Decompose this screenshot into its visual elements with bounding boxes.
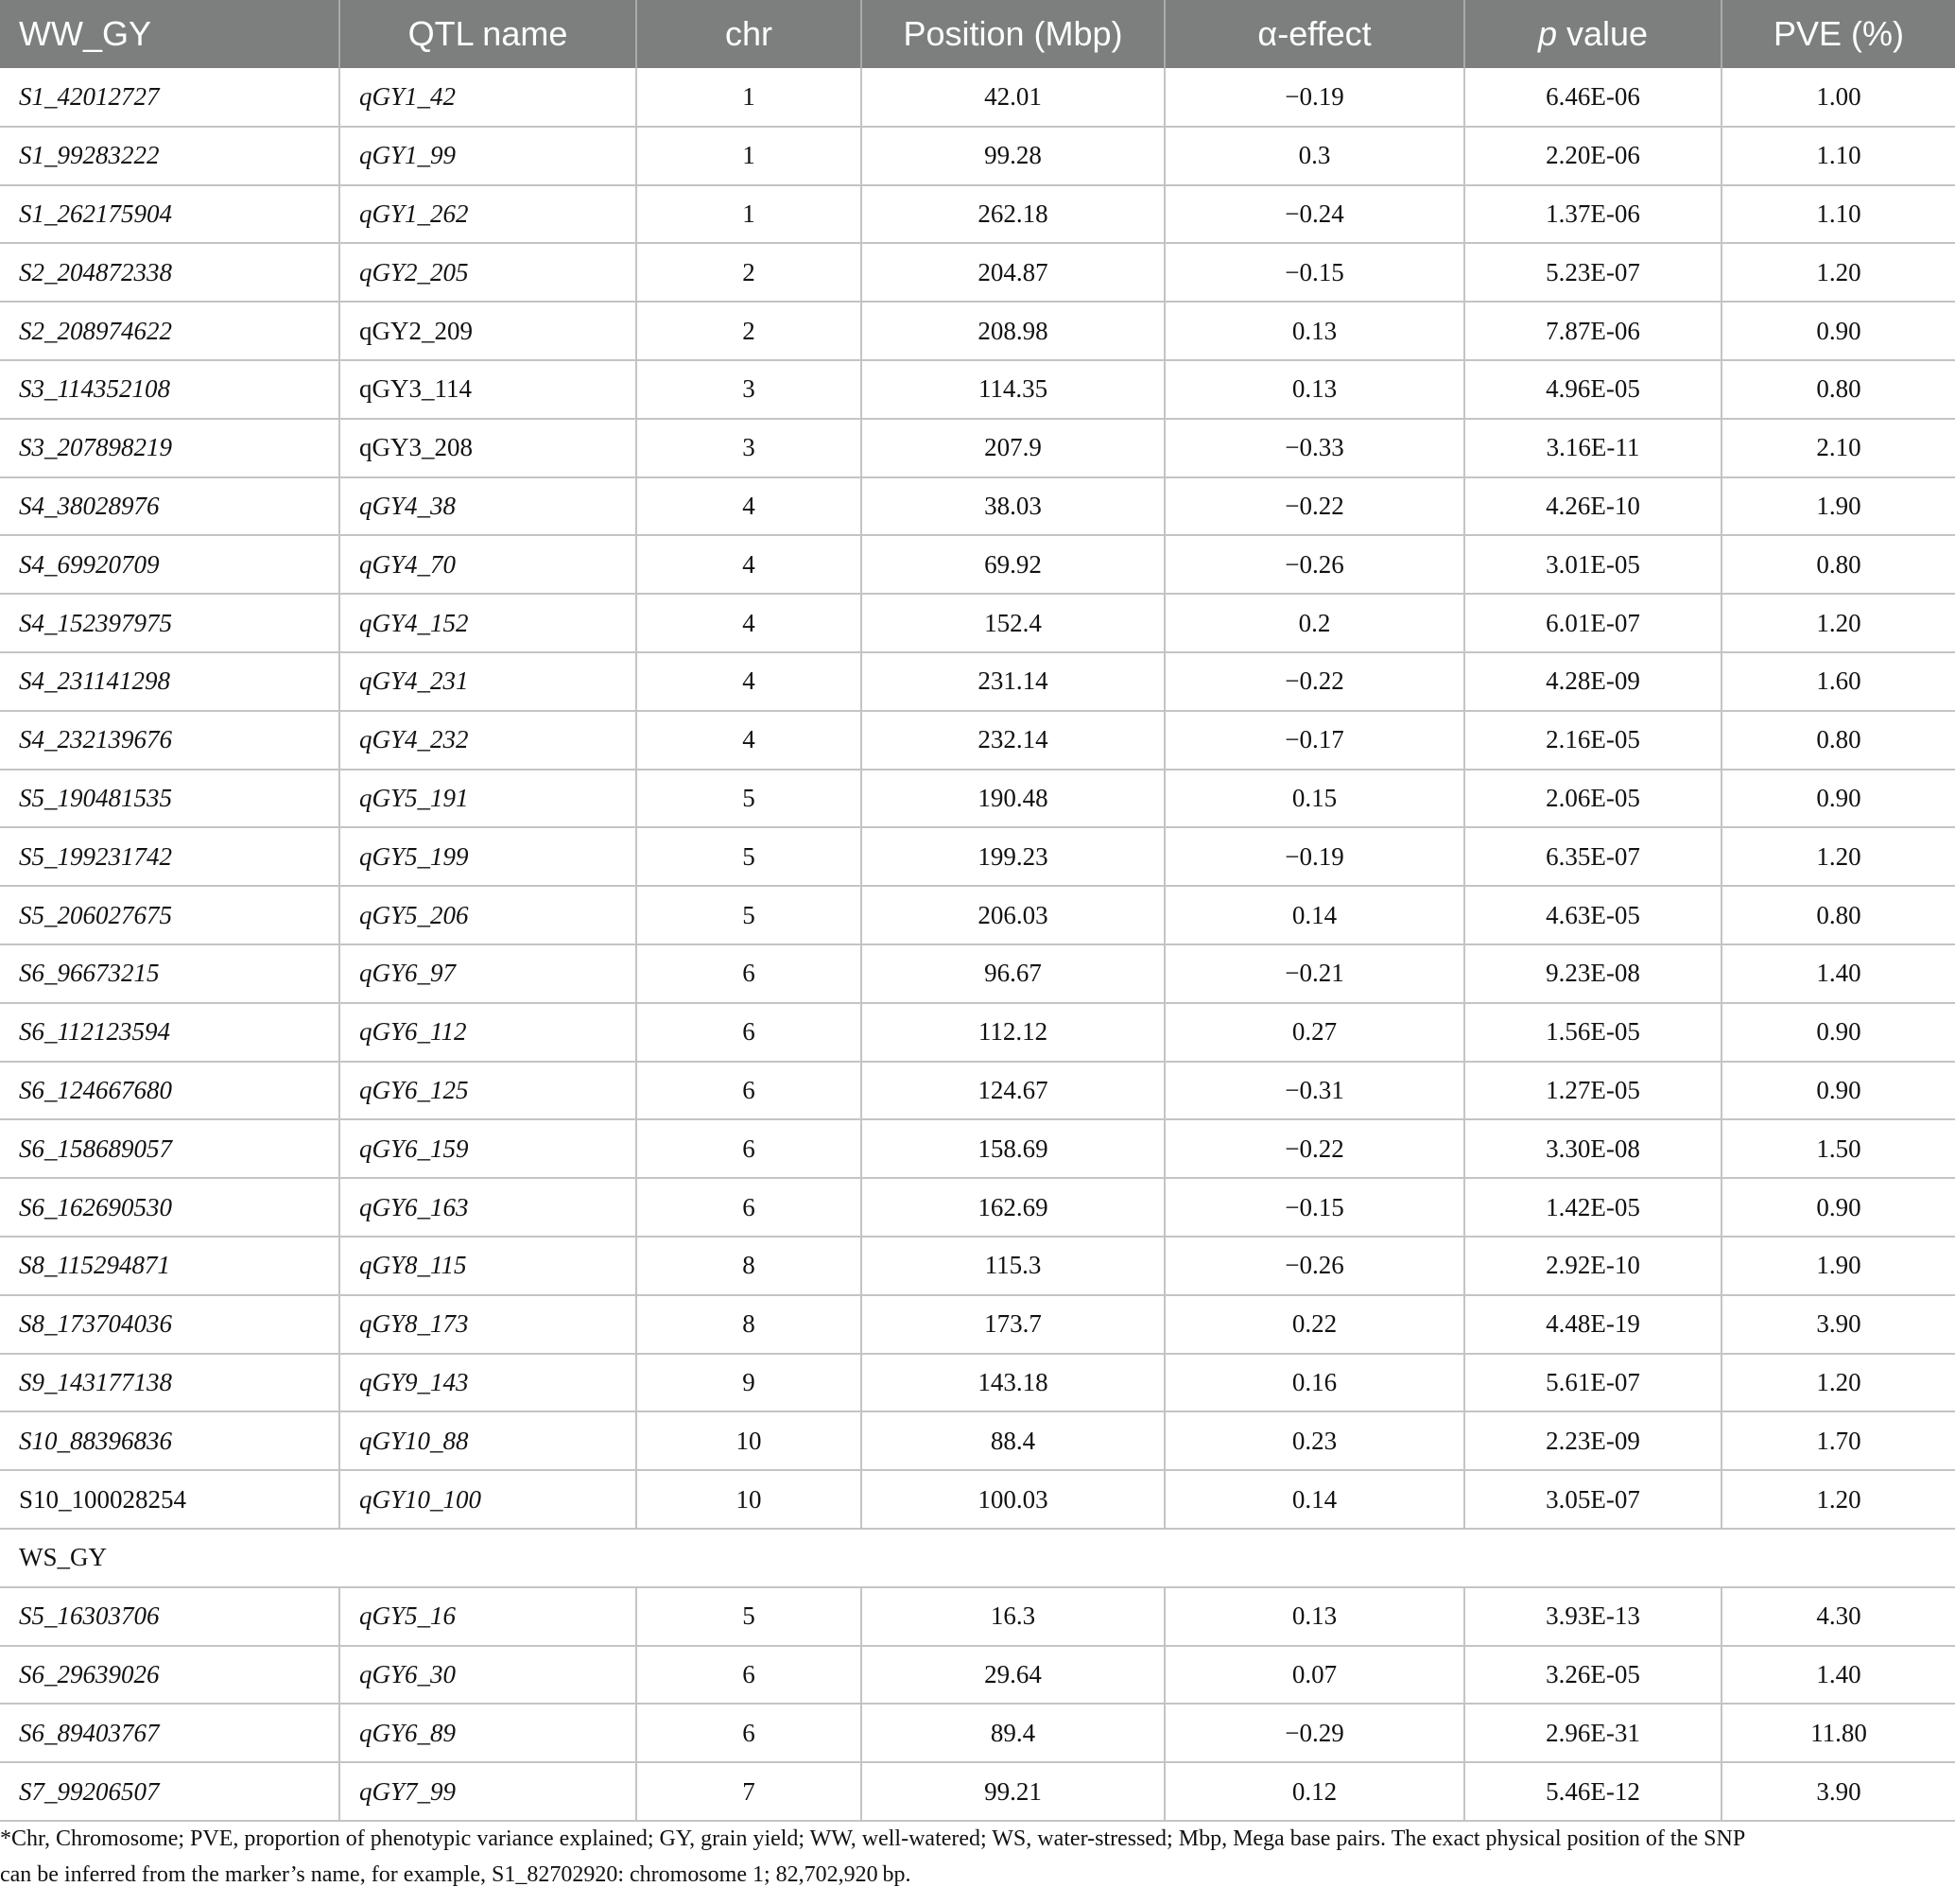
p-value-cell: 2.16E-05 xyxy=(1464,711,1721,770)
marker-cell: S8_115294871 xyxy=(0,1237,339,1295)
table-row xyxy=(0,827,1955,886)
header-pve: PVE (%) xyxy=(1721,0,1955,68)
marker-cell: S4_231141298 xyxy=(0,652,339,711)
header-marker: WW_GY xyxy=(0,0,339,68)
qtl-name-cell: qGY7_99 xyxy=(339,1762,636,1821)
qtl-name-cell: qGY2_205 xyxy=(339,243,636,302)
position-cell: 208.98 xyxy=(861,302,1165,360)
marker-cell: S5_206027675 xyxy=(0,886,339,944)
table-row xyxy=(0,711,1955,770)
qtl-name-cell: qGY3_114 xyxy=(339,360,636,419)
pve-cell: 0.80 xyxy=(1721,535,1955,594)
header-alpha-effect: α-effect xyxy=(1165,0,1464,68)
p-value-cell: 7.87E-06 xyxy=(1464,302,1721,360)
table-row xyxy=(0,1646,1955,1705)
qtl-name-cell: qGY6_125 xyxy=(339,1062,636,1120)
qtl-name-cell: qGY6_163 xyxy=(339,1178,636,1237)
table-row xyxy=(0,185,1955,244)
pve-cell: 1.10 xyxy=(1721,185,1955,244)
qtl-name-cell: qGY6_97 xyxy=(339,944,636,1003)
table-row xyxy=(0,1062,1955,1120)
marker-cell: S2_208974622 xyxy=(0,302,339,360)
qtl-name-cell: qGY1_262 xyxy=(339,185,636,244)
pve-cell: 0.90 xyxy=(1721,1178,1955,1237)
chr-cell: 1 xyxy=(636,185,861,244)
pve-cell: 4.30 xyxy=(1721,1587,1955,1646)
header-qtl-name: QTL name xyxy=(339,0,636,68)
position-cell: 42.01 xyxy=(861,68,1165,127)
chr-cell: 4 xyxy=(636,477,861,536)
p-value-cell: 9.23E-08 xyxy=(1464,944,1721,1003)
marker-cell: S1_42012727 xyxy=(0,68,339,127)
marker-cell: S10_88396836 xyxy=(0,1411,339,1470)
position-cell: 38.03 xyxy=(861,477,1165,536)
chr-cell: 2 xyxy=(636,243,861,302)
effect-cell: 0.27 xyxy=(1165,1003,1464,1062)
position-cell: 99.21 xyxy=(861,1762,1165,1821)
effect-cell: 0.13 xyxy=(1165,360,1464,419)
chr-cell: 1 xyxy=(636,68,861,127)
header-p-symbol: p xyxy=(1537,14,1557,53)
marker-cell: S8_173704036 xyxy=(0,1295,339,1354)
p-value-cell: 2.92E-10 xyxy=(1464,1237,1721,1295)
effect-cell: −0.31 xyxy=(1165,1062,1464,1120)
effect-cell: −0.21 xyxy=(1165,944,1464,1003)
marker-cell: S6_96673215 xyxy=(0,944,339,1003)
chr-cell: 6 xyxy=(636,1646,861,1705)
position-cell: 199.23 xyxy=(861,827,1165,886)
effect-cell: −0.33 xyxy=(1165,419,1464,477)
pve-cell: 2.10 xyxy=(1721,419,1955,477)
chr-cell: 6 xyxy=(636,944,861,1003)
position-cell: 29.64 xyxy=(861,1646,1165,1705)
pve-cell: 0.90 xyxy=(1721,1062,1955,1120)
p-value-cell: 5.23E-07 xyxy=(1464,243,1721,302)
marker-cell: S4_38028976 xyxy=(0,477,339,536)
p-value-cell: 3.30E-08 xyxy=(1464,1119,1721,1178)
pve-cell: 0.90 xyxy=(1721,302,1955,360)
effect-cell: −0.15 xyxy=(1165,1178,1464,1237)
qtl-name-cell: qGY4_152 xyxy=(339,594,636,652)
chr-cell: 6 xyxy=(636,1704,861,1762)
table-row xyxy=(0,1411,1955,1470)
position-cell: 89.4 xyxy=(861,1704,1165,1762)
pve-cell: 11.80 xyxy=(1721,1704,1955,1762)
marker-cell: S7_99206507 xyxy=(0,1762,339,1821)
qtl-name-cell: qGY4_70 xyxy=(339,535,636,594)
chr-cell: 6 xyxy=(636,1178,861,1237)
effect-cell: 0.2 xyxy=(1165,594,1464,652)
position-cell: 206.03 xyxy=(861,886,1165,944)
table-row xyxy=(0,886,1955,944)
table-row xyxy=(0,477,1955,536)
position-cell: 207.9 xyxy=(861,419,1165,477)
pve-cell: 1.90 xyxy=(1721,1237,1955,1295)
qtl-name-cell: qGY3_208 xyxy=(339,419,636,477)
position-cell: 173.7 xyxy=(861,1295,1165,1354)
marker-cell: S4_152397975 xyxy=(0,594,339,652)
chr-cell: 7 xyxy=(636,1762,861,1821)
pve-cell: 0.80 xyxy=(1721,360,1955,419)
section-label-ws-gy: WS_GY xyxy=(0,1529,1955,1587)
table-row xyxy=(0,535,1955,594)
p-value-cell: 1.27E-05 xyxy=(1464,1062,1721,1120)
table-row xyxy=(0,243,1955,302)
pve-cell: 0.90 xyxy=(1721,1003,1955,1062)
marker-cell: S1_99283222 xyxy=(0,127,339,185)
position-cell: 88.4 xyxy=(861,1411,1165,1470)
chr-cell: 6 xyxy=(636,1062,861,1120)
chr-cell: 8 xyxy=(636,1237,861,1295)
marker-cell: S5_16303706 xyxy=(0,1587,339,1646)
qtl-name-cell: qGY10_100 xyxy=(339,1470,636,1529)
position-cell: 100.03 xyxy=(861,1470,1165,1529)
p-value-cell: 1.42E-05 xyxy=(1464,1178,1721,1237)
marker-cell: S5_190481535 xyxy=(0,770,339,828)
section-row-ws-gy xyxy=(0,1529,1955,1587)
qtl-name-cell: qGY1_42 xyxy=(339,68,636,127)
effect-cell: 0.3 xyxy=(1165,127,1464,185)
position-cell: 99.28 xyxy=(861,127,1165,185)
table-body xyxy=(0,68,1955,1821)
qtl-name-cell: qGY5_191 xyxy=(339,770,636,828)
p-value-cell: 2.06E-05 xyxy=(1464,770,1721,828)
effect-cell: 0.22 xyxy=(1165,1295,1464,1354)
qtl-name-cell: qGY4_231 xyxy=(339,652,636,711)
effect-cell: 0.14 xyxy=(1165,1470,1464,1529)
effect-cell: −0.22 xyxy=(1165,477,1464,536)
marker-cell: S5_199231742 xyxy=(0,827,339,886)
table-row xyxy=(0,1762,1955,1821)
marker-cell: S6_158689057 xyxy=(0,1119,339,1178)
header-row xyxy=(0,0,1955,68)
p-value-cell: 3.05E-07 xyxy=(1464,1470,1721,1529)
effect-cell: −0.22 xyxy=(1165,652,1464,711)
pve-cell: 1.40 xyxy=(1721,1646,1955,1705)
p-value-cell: 4.63E-05 xyxy=(1464,886,1721,944)
marker-cell: S6_112123594 xyxy=(0,1003,339,1062)
table-row xyxy=(0,1178,1955,1237)
table-header xyxy=(0,0,1955,68)
marker-cell: S2_204872338 xyxy=(0,243,339,302)
effect-cell: −0.17 xyxy=(1165,711,1464,770)
position-cell: 152.4 xyxy=(861,594,1165,652)
position-cell: 158.69 xyxy=(861,1119,1165,1178)
position-cell: 16.3 xyxy=(861,1587,1165,1646)
qtl-name-cell: qGY4_232 xyxy=(339,711,636,770)
qtl-name-cell: qGY8_173 xyxy=(339,1295,636,1354)
qtl-name-cell: qGY5_16 xyxy=(339,1587,636,1646)
qtl-name-cell: qGY5_206 xyxy=(339,886,636,944)
position-cell: 115.3 xyxy=(861,1237,1165,1295)
effect-cell: 0.23 xyxy=(1165,1411,1464,1470)
effect-cell: −0.22 xyxy=(1165,1119,1464,1178)
p-value-cell: 3.01E-05 xyxy=(1464,535,1721,594)
position-cell: 143.18 xyxy=(861,1354,1165,1412)
p-value-cell: 6.35E-07 xyxy=(1464,827,1721,886)
effect-cell: −0.29 xyxy=(1165,1704,1464,1762)
effect-cell: 0.13 xyxy=(1165,1587,1464,1646)
footnote-line-1: *Chr, Chromosome; PVE, proportion of phenotypic variance explained; GY, grain yield; WW, well-watered; WS, water-stressed; Mbp, Mega base pairs. The exact physical position of the SNP xyxy=(0,1826,1746,1851)
position-cell: 124.67 xyxy=(861,1062,1165,1120)
position-cell: 204.87 xyxy=(861,243,1165,302)
table-row xyxy=(0,770,1955,828)
p-value-cell: 4.26E-10 xyxy=(1464,477,1721,536)
table-row xyxy=(0,1587,1955,1646)
pve-cell: 1.90 xyxy=(1721,477,1955,536)
position-cell: 262.18 xyxy=(861,185,1165,244)
p-value-cell: 2.23E-09 xyxy=(1464,1411,1721,1470)
header-p-value-word: value xyxy=(1556,14,1649,53)
pve-cell: 1.50 xyxy=(1721,1119,1955,1178)
table-row xyxy=(0,1003,1955,1062)
header-position: Position (Mbp) xyxy=(861,0,1165,68)
table-row xyxy=(0,652,1955,711)
qtl-name-cell: qGY1_99 xyxy=(339,127,636,185)
qtl-name-cell: qGY8_115 xyxy=(339,1237,636,1295)
pve-cell: 0.80 xyxy=(1721,886,1955,944)
table-row xyxy=(0,127,1955,185)
table-row xyxy=(0,594,1955,652)
p-value-cell: 2.20E-06 xyxy=(1464,127,1721,185)
p-value-cell: 4.48E-19 xyxy=(1464,1295,1721,1354)
pve-cell: 3.90 xyxy=(1721,1295,1955,1354)
marker-cell: S9_143177138 xyxy=(0,1354,339,1412)
position-cell: 231.14 xyxy=(861,652,1165,711)
header-p-value xyxy=(1464,0,1721,68)
effect-cell: 0.15 xyxy=(1165,770,1464,828)
table-row xyxy=(0,1704,1955,1762)
marker-cell: S6_162690530 xyxy=(0,1178,339,1237)
qtl-name-cell: qGY10_88 xyxy=(339,1411,636,1470)
pve-cell: 1.20 xyxy=(1721,1354,1955,1412)
table-row xyxy=(0,68,1955,127)
p-value-cell: 6.46E-06 xyxy=(1464,68,1721,127)
effect-cell: −0.19 xyxy=(1165,68,1464,127)
marker-cell: S6_29639026 xyxy=(0,1646,339,1705)
chr-cell: 8 xyxy=(636,1295,861,1354)
p-value-cell: 2.96E-31 xyxy=(1464,1704,1721,1762)
marker-cell: S10_100028254 xyxy=(0,1470,339,1529)
chr-cell: 6 xyxy=(636,1119,861,1178)
qtl-name-cell: qGY5_199 xyxy=(339,827,636,886)
position-cell: 232.14 xyxy=(861,711,1165,770)
pve-cell: 1.20 xyxy=(1721,827,1955,886)
qtl-name-cell: qGY2_209 xyxy=(339,302,636,360)
effect-cell: −0.26 xyxy=(1165,535,1464,594)
pve-cell: 1.70 xyxy=(1721,1411,1955,1470)
position-cell: 96.67 xyxy=(861,944,1165,1003)
table-row xyxy=(0,1295,1955,1354)
p-value-cell: 4.28E-09 xyxy=(1464,652,1721,711)
marker-cell: S6_124667680 xyxy=(0,1062,339,1120)
p-value-cell: 4.96E-05 xyxy=(1464,360,1721,419)
chr-cell: 10 xyxy=(636,1470,861,1529)
qtl-name-cell: qGY6_159 xyxy=(339,1119,636,1178)
pve-cell: 0.80 xyxy=(1721,711,1955,770)
chr-cell: 3 xyxy=(636,360,861,419)
effect-cell: −0.24 xyxy=(1165,185,1464,244)
table-row xyxy=(0,944,1955,1003)
effect-cell: −0.19 xyxy=(1165,827,1464,886)
p-value-cell: 6.01E-07 xyxy=(1464,594,1721,652)
p-value-cell: 1.56E-05 xyxy=(1464,1003,1721,1062)
table-row xyxy=(0,360,1955,419)
marker-cell: S4_69920709 xyxy=(0,535,339,594)
effect-cell: −0.15 xyxy=(1165,243,1464,302)
qtl-name-cell: qGY6_30 xyxy=(339,1646,636,1705)
table-row xyxy=(0,419,1955,477)
position-cell: 190.48 xyxy=(861,770,1165,828)
pve-cell: 1.40 xyxy=(1721,944,1955,1003)
chr-cell: 10 xyxy=(636,1411,861,1470)
table-row xyxy=(0,1354,1955,1412)
qtl-name-cell: qGY9_143 xyxy=(339,1354,636,1412)
position-cell: 162.69 xyxy=(861,1178,1165,1237)
table-row xyxy=(0,302,1955,360)
pve-cell: 1.20 xyxy=(1721,594,1955,652)
marker-cell: S6_89403767 xyxy=(0,1704,339,1762)
position-cell: 112.12 xyxy=(861,1003,1165,1062)
qtl-name-cell: qGY6_112 xyxy=(339,1003,636,1062)
marker-cell: S3_207898219 xyxy=(0,419,339,477)
effect-cell: −0.26 xyxy=(1165,1237,1464,1295)
chr-cell: 4 xyxy=(636,535,861,594)
header-chr: chr xyxy=(636,0,861,68)
effect-cell: 0.12 xyxy=(1165,1762,1464,1821)
pve-cell: 0.90 xyxy=(1721,770,1955,828)
marker-cell: S3_114352108 xyxy=(0,360,339,419)
chr-cell: 6 xyxy=(636,1003,861,1062)
p-value-cell: 5.61E-07 xyxy=(1464,1354,1721,1412)
pve-cell: 1.60 xyxy=(1721,652,1955,711)
pve-cell: 3.90 xyxy=(1721,1762,1955,1821)
p-value-cell: 1.37E-06 xyxy=(1464,185,1721,244)
table-footnote xyxy=(0,1821,1938,1893)
chr-cell: 5 xyxy=(636,827,861,886)
marker-cell: S4_232139676 xyxy=(0,711,339,770)
chr-cell: 5 xyxy=(636,1587,861,1646)
chr-cell: 5 xyxy=(636,770,861,828)
position-cell: 114.35 xyxy=(861,360,1165,419)
footnote-line-2: can be inferred from the marker’s name, for example, S1_82702920: chromosome 1; 82,702,920 bp. xyxy=(0,1862,911,1887)
qtl-name-cell: qGY4_38 xyxy=(339,477,636,536)
table-row xyxy=(0,1119,1955,1178)
chr-cell: 9 xyxy=(636,1354,861,1412)
chr-cell: 4 xyxy=(636,711,861,770)
p-value-cell: 3.26E-05 xyxy=(1464,1646,1721,1705)
chr-cell: 2 xyxy=(636,302,861,360)
p-value-cell: 3.93E-13 xyxy=(1464,1587,1721,1646)
position-cell: 69.92 xyxy=(861,535,1165,594)
table-row xyxy=(0,1237,1955,1295)
qtl-name-cell: qGY6_89 xyxy=(339,1704,636,1762)
table-row xyxy=(0,1470,1955,1529)
chr-cell: 4 xyxy=(636,594,861,652)
effect-cell: 0.13 xyxy=(1165,302,1464,360)
pve-cell: 1.20 xyxy=(1721,1470,1955,1529)
p-value-cell: 3.16E-11 xyxy=(1464,419,1721,477)
marker-cell: S1_262175904 xyxy=(0,185,339,244)
p-value-cell: 5.46E-12 xyxy=(1464,1762,1721,1821)
effect-cell: 0.16 xyxy=(1165,1354,1464,1412)
effect-cell: 0.14 xyxy=(1165,886,1464,944)
pve-cell: 1.10 xyxy=(1721,127,1955,185)
chr-cell: 5 xyxy=(636,886,861,944)
pve-cell: 1.00 xyxy=(1721,68,1955,127)
pve-cell: 1.20 xyxy=(1721,243,1955,302)
chr-cell: 1 xyxy=(636,127,861,185)
effect-cell: 0.07 xyxy=(1165,1646,1464,1705)
chr-cell: 4 xyxy=(636,652,861,711)
chr-cell: 3 xyxy=(636,419,861,477)
